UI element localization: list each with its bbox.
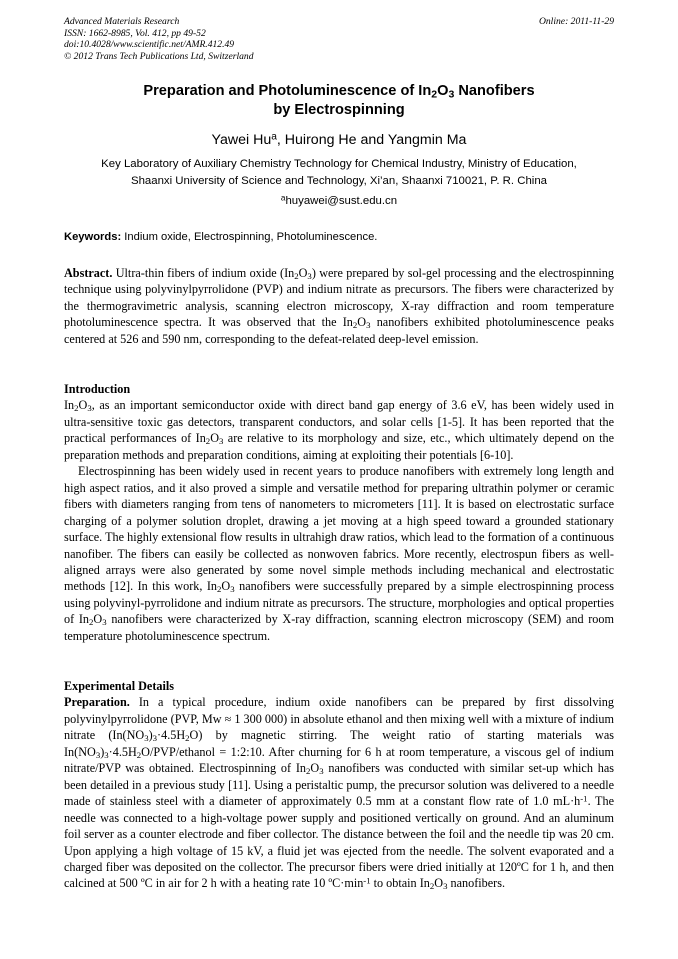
online-date: Online: 2011-11-29 [538, 16, 614, 27]
doi-line[interactable]: doi:10.4028/www.scientific.net/AMR.412.49 [64, 39, 235, 50]
author-email: $^a$huyawei@sust.edu.cn [280, 193, 398, 207]
copyright-line: © 2012 Trans Tech Publications Ltd, Switzerland [64, 50, 254, 62]
keywords-label: Keywords: [64, 231, 122, 243]
author-list: Yawei Hu$^a$, Huirong He and Yangmin Ma [211, 131, 467, 148]
paragraph: Electrospinning has been widely used in recent years to produce nanofibers with extremely long length and high aspect ratios, and it also proved a simple and versatile method for preparing ultrathin polymer or ceramic fibers with diameters ranging from tens of nanometers to micrometers [11]. It is based on electrostatic surface charging of a polymer solution droplet, drawing a jet moving at a high speed toward a grounded stationary surface. The highly extensional flow results in ultrahigh draw ratios, which lead to the formation of a continuous nanofiber. The fibers can easily be collected as nonwoven fabrics. More recently, electrospun fibers as well-aligned arrays were also generated by some novel simple methods including mechanical and electrostatic methods [12]. In this work, $In_2O_3$ nanofibers were successfully prepared by a simple electrospinning process using polyvinyl-pyrrolidone and indium nitrate as precursors. The structure, morphologies and optical properties of $In_2O_3$ nanofibers were characterized by X-ray diffraction, scanning electron microscopy (SEM) and room temperature photoluminescence spectrum. [64, 464, 614, 643]
preparation-label: Preparation. [64, 695, 130, 710]
paragraph: Preparation. In a typical procedure, indium oxide nanofibers can be prepared by first dissolving polyvinylpyrrolidone (PVP, Mw ≈ 1 300 000) in absolute ethanol and then mixing well with a mixture of indium nitrate $(In(NO_3)_3\cdot 4.5H_2O)$ by magnetic stirring. The weight ratio of starting materials was $In(NO_3)_3\cdot 4.5H_2O/PVP$/ethanol = 1:2:10. After churning for 6 h at room temperature, a viscous gel of indium nitrate/PVP was obtained. Electrospinning of $In_2O_3$ nanofibers was conducted with similar set-up which has been detailed in a previous study [11]. Using a peristaltic pump, the precursor solution was delivered to a needle made of stainless steel with a diameter of approximately 0.5 mm at a constant flow rate of 1.0 $mL\cdot h^{-1}$. The needle was connected to a high-voltage power supply and positioned vertically on ground. And an aluminum foil server as a counter electrode and fiber collector. The distance between the foil and the needle tip was 20 cm. Upon applying a high voltage of 15 kV, a fluid jet was ejected from the needle. The solvent evaporated and a charged fiber was deposited on the collector. The precursor fibers were dried initially at 120ºC for 1 h, and then calcined at 500 ºC in air for 2 h with a heating rate 10 $ºC\cdot\min^{-1}$ to obtain $In_2O_3$ nanofibers. [64, 695, 615, 892]
section-heading: Experimental Details [64, 679, 175, 693]
paper-title: Preparation and Photoluminescence of $In_2O_3$ Nanofibers by Electrospinning [143, 83, 535, 118]
introduction-section [64, 381, 614, 644]
journal-name: Advanced Materials Research [64, 16, 180, 27]
abstract: Abstract. Ultra-thin fibers of indium oxide $(In_2O_3)$ were prepared by sol-gel processing and the electrospinning technique using polyvinylpyrrolidone (PVP) and indium nitrate as precursors. The fibers were characterized by the thermogravimetric analysis, scanning electron microscopy, X-ray diffraction and room temperature photoluminescence spectra. It was observed that the $In_2O_3$ nanofibers exhibited photoluminescence peaks centered at 526 and 590 nm, corresponding to the defeat-related deep-level emission. [64, 266, 614, 346]
issn-line: ISSN: 1662-8985, Vol. 412, pp 49-52 [64, 27, 206, 39]
affiliation: Key Laboratory of Auxiliary Chemistry Technology for Chemical Industry, Ministry of Education, Shaanxi University of Science and Technology, Xi’an, Shaanxi 710021, P. R. China [101, 158, 577, 187]
abstract-label: Abstract. [64, 266, 113, 280]
email-link[interactable]: huyawei@sust.edu.cn [285, 195, 398, 207]
journal-header [64, 16, 614, 62]
paragraph: $In_2O_3$, as an important semiconductor oxide with direct band gap energy of 3.6 eV, has been widely used in ultra-sensitive toxic gas detectors, transparent conductors, and solar cells [1-5]. It has been reported that the practical performances of $In_2O_3$ are relative to its morphology and size, etc., which ultimately depend on the preparation methods and preparation conditions, aiming at exploiting their potentials [6-10]. [64, 398, 614, 462]
experimental-section [64, 678, 614, 892]
section-heading: Introduction [64, 382, 131, 396]
keywords: Keywords: Indium oxide, Electrospinning, Photoluminescence. [64, 231, 378, 243]
